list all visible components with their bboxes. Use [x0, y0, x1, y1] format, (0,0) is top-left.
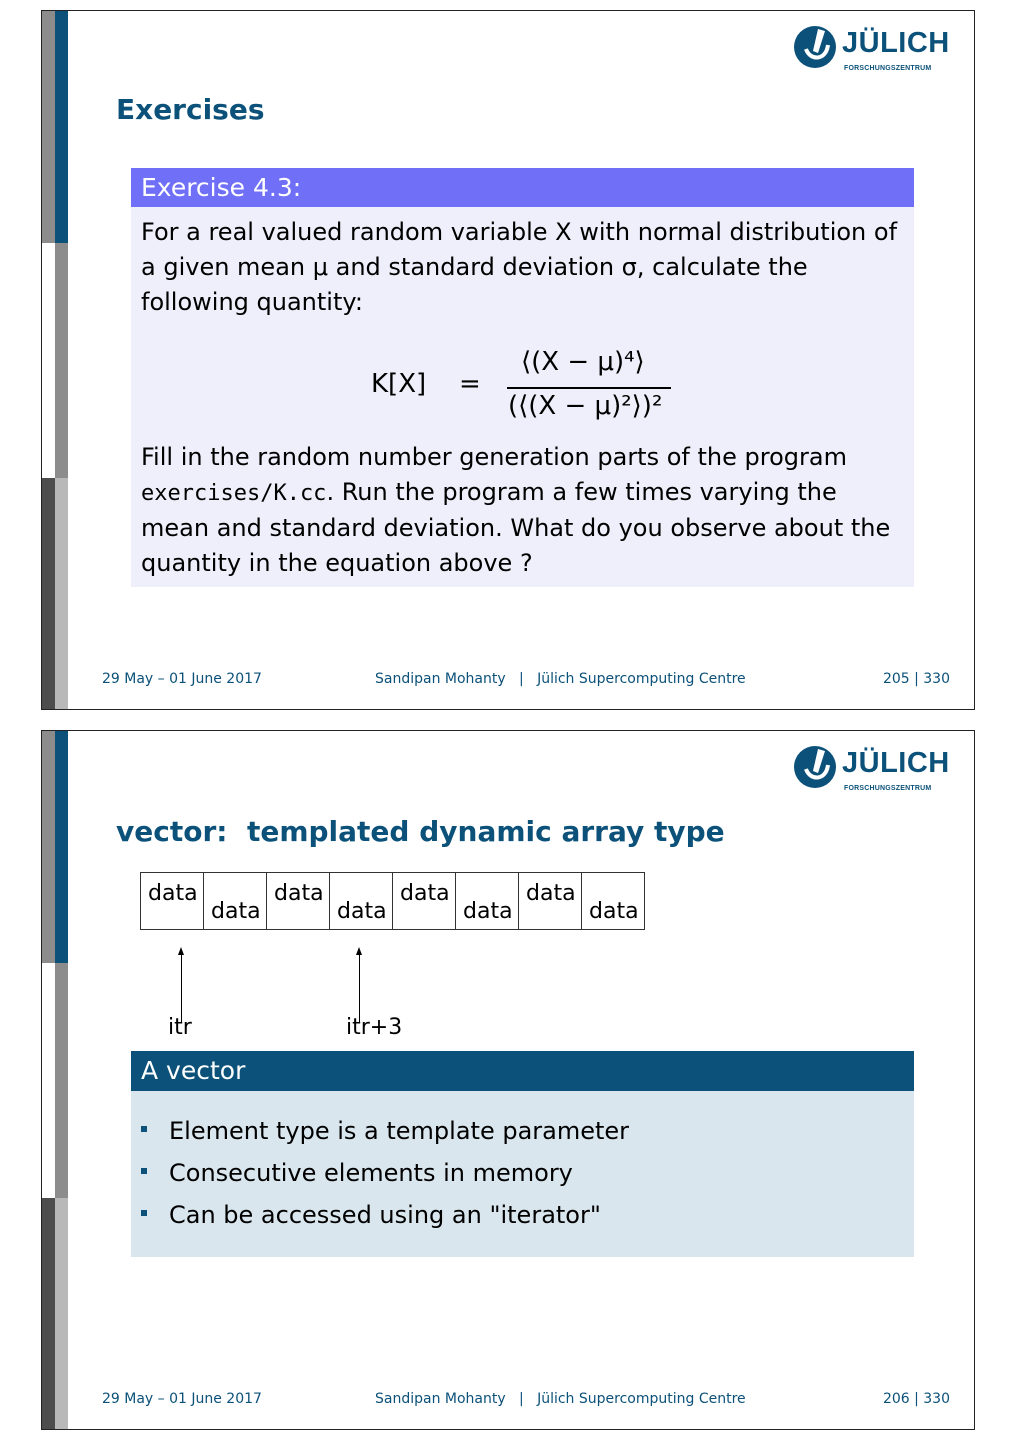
slide-205 [41, 10, 975, 710]
julich-logo-icon [792, 743, 840, 791]
formula-lhs: K[X] [371, 369, 427, 399]
footer-author: Sandipan Mohanty | Jülich Supercomputing Centre [375, 1391, 746, 1407]
formula-denominator: (⟨(X − μ)²⟩)² [508, 391, 663, 421]
exercise-text-2 [141, 440, 911, 581]
sidebar-decoration [42, 11, 68, 709]
formula-equals: = [459, 369, 481, 399]
exercise-block [131, 168, 914, 587]
footer-page: 206 | 330 [882, 1391, 950, 1407]
exercise-text-2-post: . Run the program a few times varying the mean and standard deviation. What do you observe about the quantity in the equation above ? [141, 478, 891, 577]
kurtosis-formula [371, 345, 691, 425]
vector-cell: data [329, 872, 393, 930]
vector-cell: data [140, 872, 204, 930]
vector-cells [140, 872, 645, 930]
list-item: Consecutive elements in memory [141, 1159, 573, 1187]
block-title: A vector [131, 1051, 914, 1091]
itr3-label: itr+3 [346, 1015, 403, 1040]
logo-wordmark: JÜLICH [842, 27, 950, 59]
vector-cell: data [203, 872, 267, 930]
footer-page: 205 | 330 [882, 671, 950, 687]
julich-logo-icon [792, 23, 840, 71]
footer-date: 29 May – 01 June 2017 [102, 671, 262, 687]
fraction-bar [507, 387, 671, 389]
vector-cell: data [518, 872, 582, 930]
bullet-icon [141, 1210, 147, 1216]
logo-wordmark: JÜLICH [842, 747, 950, 779]
slide-title: vector: templated dynamic array type [116, 815, 725, 848]
slide-title: Exercises [116, 93, 265, 126]
vector-cell: data [392, 872, 456, 930]
exercise-title: Exercise 4.3: [131, 168, 914, 207]
logo-subtitle: FORSCHUNGSZENTRUM [844, 785, 932, 792]
vector-cell: data [455, 872, 519, 930]
footer-author: Sandipan Mohanty | Jülich Supercomputing Centre [375, 671, 746, 687]
vector-cell: data [581, 872, 645, 930]
itr-label: itr [168, 1015, 192, 1040]
bullet-icon [141, 1168, 147, 1174]
logo-subtitle: FORSCHUNGSZENTRUM [844, 65, 932, 72]
exercise-text-2-pre: Fill in the random number generation parts of the program [141, 443, 847, 471]
sidebar-decoration [42, 731, 68, 1429]
exercise-text-1: For a real valued random variable X with normal distribution of a given mean μ and standard deviation σ, calculate the following quantity: [141, 218, 898, 316]
list-item: Can be accessed using an "iterator" [141, 1201, 601, 1229]
code-filename: exercises/K.cc [141, 481, 327, 506]
slide-206 [41, 730, 975, 1430]
julich-logo [792, 743, 952, 797]
list-item: Element type is a template parameter [141, 1117, 629, 1145]
vector-block [131, 1051, 914, 1257]
formula-numerator: ⟨(X − μ)⁴⟩ [521, 347, 645, 377]
bullet-icon [141, 1126, 147, 1132]
vector-cell: data [266, 872, 330, 930]
footer-date: 29 May – 01 June 2017 [102, 1391, 262, 1407]
julich-logo [792, 23, 952, 77]
